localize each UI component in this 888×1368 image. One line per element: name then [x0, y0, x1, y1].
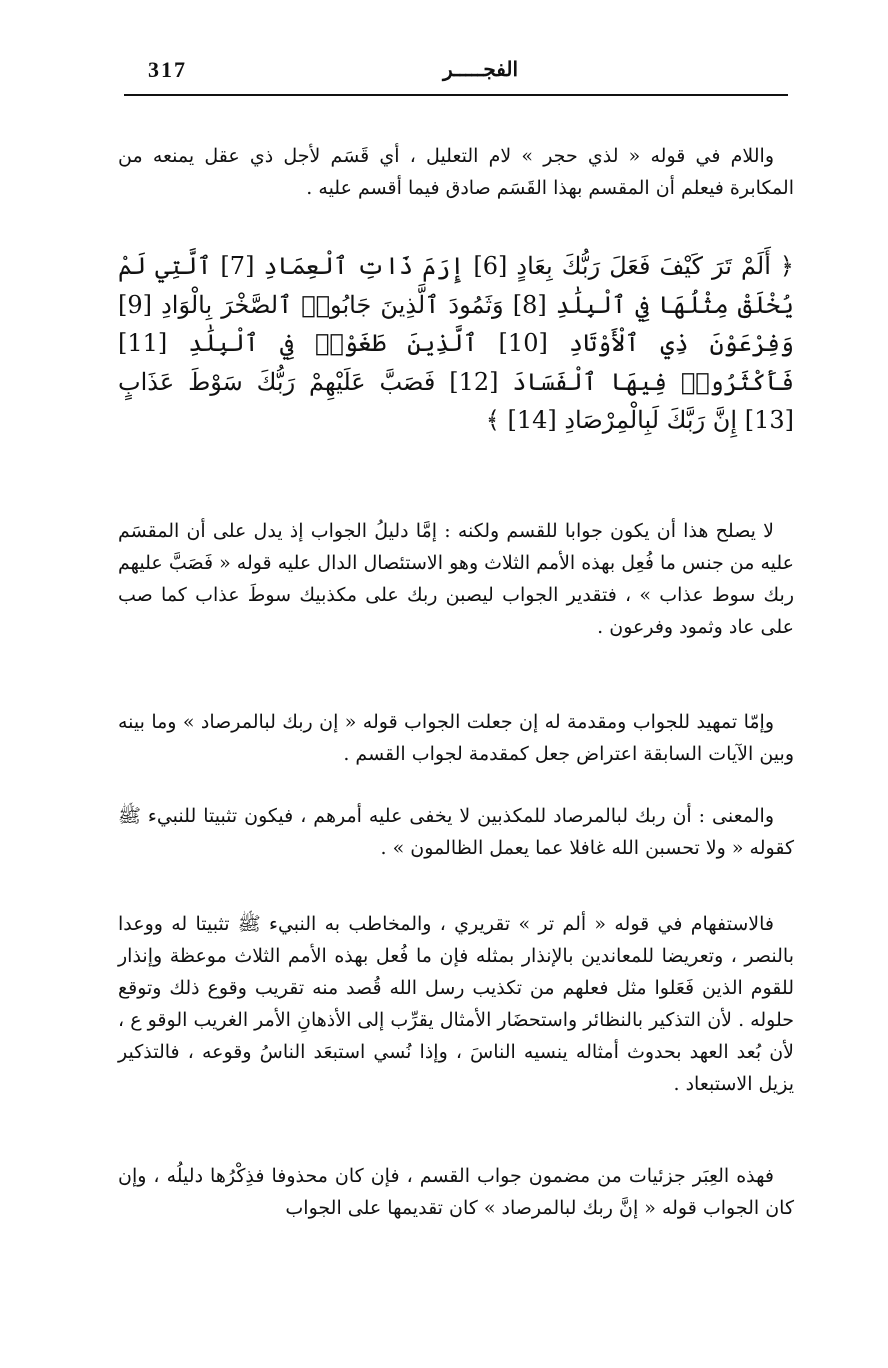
paragraph-1 — [118, 140, 794, 204]
paragraph-4-text: والمعنى : أن ربك لبالمرصاد للمكذبين لا يخفى عليه أمرهم ، فيكون تثبيتا للنبيء ﷺ كقوله « ولا تحسبن الله غافلا عما يعمل الظالمون » . — [118, 805, 794, 859]
paragraph-5-text: فالاستفهام في قوله « ألم تر » تقريري ، والمخاطب به النبيء ﷺ تثبيتا له ووعدا بالنصر ، وتعريضا للمعاندين بالإنذار بمثله فإن ما فُعل بهذه الأمم الثلاث موعظة وإنذار للقوم الذين فَعَلوا مثل فعلهم من تكذيب رسل الله قُصد منه تقريب وقوع ذلك وتوقع حلوله . لأن التذكير بالنظائر واستحضَار الأمثال يقرِّب إلى الأذهانِ الأمر الغريب الوقو ع ، لأن بُعد العهد بحدوث أمثاله ينسيه الناسَ ، وإذا نُسي استبعَد الناسُ وقوعه ، فالتذكير يزيل الاستبعاد . — [118, 913, 794, 1095]
header-divider — [124, 94, 788, 96]
paragraph-2-text: لا يصلح هذا أن يكون جوابا للقسم ولكنه : إمَّا دليلُ الجواب إذ يدل على أن المقسَم عليه من جنس ما فُعِل بهذه الأمم الثلاث وهو الاستئصال الدال عليه قوله « فَصَبَّ عليهم ربك سوط عذاب » ، فتقدير الجواب ليصبن ربك على مكذبيك سوطَ عذاب كما صب على عاد وثمود وفرعون . — [118, 520, 794, 638]
paragraph-6-text: فهذه العِبَر جزئيات من مضمون جواب القسم ، فإن كان محذوفا فذِكْرُها دليلُه ، وإن كان الجواب قوله « إنَّ ربك لبالمرصاد » كان تقديمها على الجواب — [118, 1165, 794, 1219]
paragraph-2 — [118, 515, 794, 643]
quran-verses-block — [118, 247, 794, 440]
surah-title: الفجـــــر — [442, 57, 518, 81]
paragraph-4 — [118, 800, 794, 864]
paragraph-6 — [118, 1160, 794, 1224]
paragraph-1-text: واللام في قوله « لذي حجر » لام التعليل ، أي قَسَم لأجل ذي عقل يمنعه من المكابرة فيعلم أن المقسم بهذا القَسَم صادق فيما أقسم عليه . — [118, 145, 794, 199]
paragraph-5 — [118, 908, 794, 1100]
page-number: 317 — [148, 57, 187, 82]
quran-verses-text: ﴿ أَلَمْ تَرَ كَيْفَ فَعَلَ رَبُّكَ بِعَادٍ [6] إِرَمَ ذَاتِ ٱلْعِمَادِ [7] ٱلَّتِي لَمْ يُخْلَقْ مِثْلُهَا فِي ٱلْبِلَٰدِ [8] وَثَمُودَ ٱلَّذِينَ جَابُوا۟ ٱلصَّخْرَ بِالْوَادِ [9] وَفِرْعَوْنَ ذِي ٱلْأَوْتَادِ [10] ٱلَّذِينَ طَغَوْا۟ فِي ٱلْبِلَٰدِ [11] فَأَكْثَرُوا۟ فِيهَا ٱلْفَسَادَ [12] فَصَبَّ عَلَيْهِمْ رَبُّكَ سَوْطَ عَذَابٍ [13] إِنَّ رَبَّكَ لَبِالْمِرْصَادِ [14] ﴾ — [118, 252, 795, 434]
page-header — [124, 55, 788, 95]
paragraph-3-text: وإمّا تمهيد للجواب ومقدمة له إن جعلت الجواب قوله « إن ربك لبالمرصاد » وما بينه وبين الآيات السابقة اعتراض جعل كمقدمة لجواب القسم . — [118, 711, 794, 765]
paragraph-3 — [118, 706, 794, 770]
